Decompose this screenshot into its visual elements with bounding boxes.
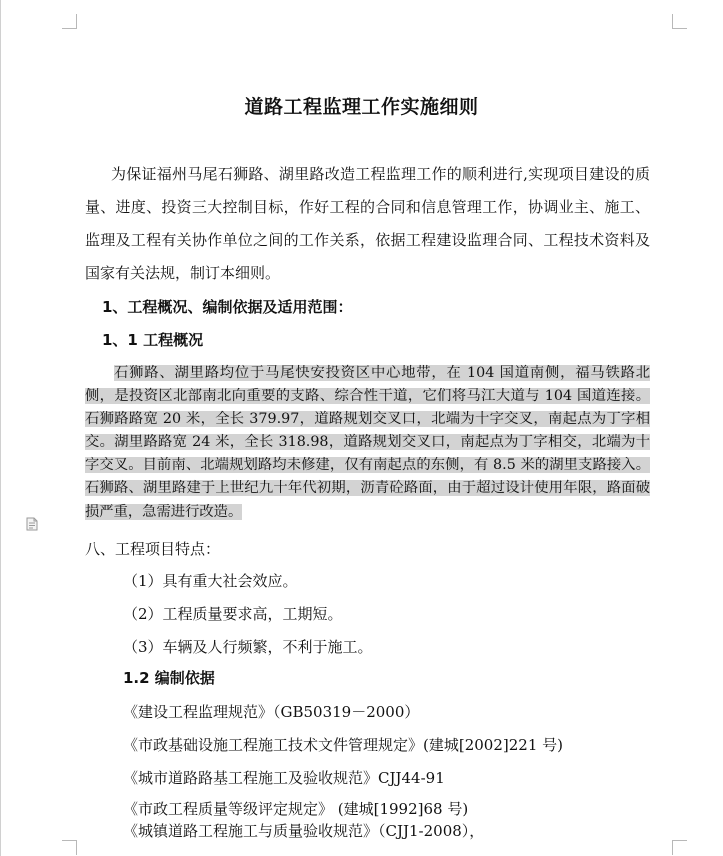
page-left-edge — [0, 0, 1, 856]
document-title: 道路工程监理工作实施细则 — [244, 96, 479, 118]
section-1-2-heading[interactable]: 1.2 编制依据 — [123, 669, 215, 687]
reference-item[interactable]: 《城市道路路基工程施工及验收规范》CJJ44-91 — [123, 769, 445, 787]
document-icon[interactable] — [25, 517, 39, 531]
reference-item[interactable]: 《城镇道路工程施工与质量验收规范》（CJJ1-2008）， — [123, 822, 485, 840]
crop-mark-top-left — [62, 14, 77, 29]
reference-item[interactable]: 《市政工程质量等级评定规定》 (建城[1992]68 号) — [123, 800, 469, 818]
feature-item[interactable]: （1）具有重大社会效应。 — [123, 572, 298, 590]
section-1-1-heading[interactable]: 1、1 工程概况 — [102, 331, 204, 349]
crop-mark-bottom-left — [62, 840, 77, 855]
overview-selected-text[interactable]: 石狮路、湖里路均位于马尾快安投资区中心地带，在 104 国道南侧，福马铁路北侧，是投资区北部南北向重要的支路、综合性干道，它们将马江大道与 104 国道连接。石狮路路宽 20 米，全长 379.97，道路规划交叉口，北端为十字交叉，南起点为丁字相交。湖里路路宽 24 米，全长 318.98，道路规划交叉口，南起点为丁字相交，北端为十字交叉。目前南、北端规划路均未修建，仅有南起点的东侧，有 8.5 米的湖里支路接入。石狮路、湖里路建于上世纪九十年代初期，沥青砼路面，由于超过设计使用年限，路面破损严重，急需进行改造。 — [85, 365, 650, 520]
crop-mark-bottom-right — [672, 840, 687, 855]
section-8-heading[interactable]: 八、工程项目特点： — [85, 540, 221, 558]
feature-item[interactable]: （2）工程质量要求高，工期短。 — [123, 605, 343, 623]
reference-item[interactable]: 《建设工程监理规范》（GB50319－2000） — [123, 703, 420, 721]
intro-paragraph[interactable]: 为保证福州马尾石狮路、湖里路改造工程监理工作的顺利进行,实现项目建设的质量、进度、投资三大控制目标，作好工程的合同和信息管理工作，协调业主、施工、监理及工程有关协作单位之间的工作关系，依据工程建设监理合同、工程技术资料及国家有关法规，制订本细则。 — [85, 165, 650, 282]
feature-item[interactable]: （3）车辆及人行频繁，不利于施工。 — [123, 638, 373, 656]
overview-paragraph[interactable] — [85, 362, 650, 524]
section-1-heading[interactable]: 1、工程概况、编制依据及适用范围： — [102, 298, 353, 316]
reference-item[interactable]: 《市政基础设施工程施工技术文件管理规定》(建城[2002]221 号) — [123, 736, 563, 754]
crop-mark-top-right — [672, 14, 687, 29]
